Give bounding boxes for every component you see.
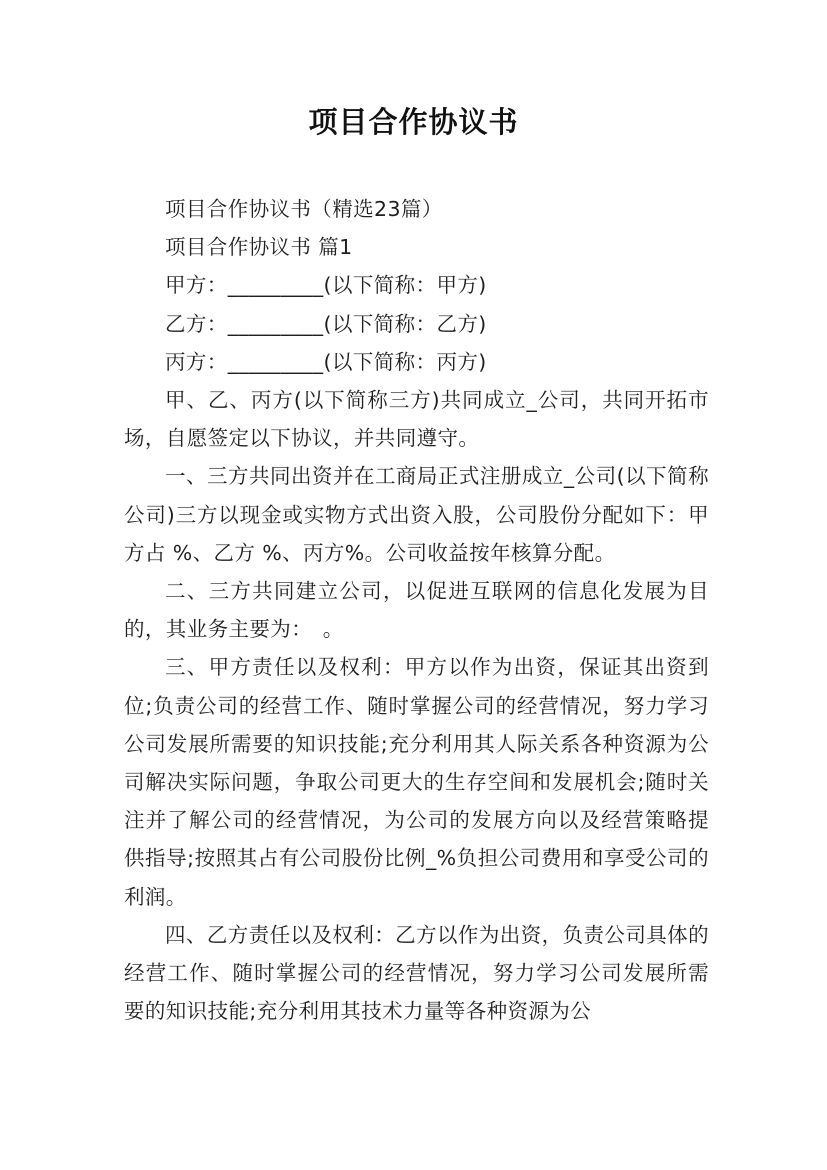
- document-title: 项目合作协议书: [308, 105, 519, 139]
- party-c-line: 丙方：_________(以下简称：丙方): [165, 349, 487, 374]
- paragraph-heading: 项目合作协议书 篇1: [165, 235, 353, 260]
- party-b-line: 乙方：_________(以下简称：乙方): [165, 311, 487, 336]
- party-a-line: 甲方：_________(以下简称：甲方): [165, 273, 487, 298]
- paragraph-clause-1: 一、三方共同出资并在工商局正式注册成立_公司(以下简称公司)三方以现金或实物方式出资入股，公司股份分配如下：甲方占 %、乙方 %、丙方%。公司收益按年核算分配。: [124, 464, 709, 565]
- paragraph-subtitle: 项目合作协议书（精选23篇）: [165, 197, 443, 221]
- paragraph-clause-3: 三、甲方责任以及权利：甲方以作为出资，保证其出资到位;负责公司的经营工作、随时掌握公司的经营情况，努力学习公司发展所需要的知识技能;充分利用其人际关系各种资源为公司解决实际问题，争取公司更大的生存空间和发展机会;随时关注并了解公司的经营情况，为公司的发展方向以及经营策略提供指导;按照其占有公司股份比例_%负担公司费用和享受公司的利润。: [124, 655, 709, 909]
- paragraph-clause-2: 二、三方共同建立公司，以促进互联网的信息化发展为目的，其业务主要为： 。: [124, 579, 709, 642]
- paragraph-intro: 甲、乙、丙方(以下简称三方)共同成立_公司，共同开拓市场，自愿签定以下协议，并共同遵守。: [124, 388, 709, 451]
- paragraph-clause-4: 四、乙方责任以及权利：乙方以作为出资，负责公司具体的经营工作、随时掌握公司的经营情况，努力学习公司发展所需要的知识技能;充分利用其技术力量等各种资源为公: [124, 922, 709, 1024]
- document-body: [124, 190, 709, 1030]
